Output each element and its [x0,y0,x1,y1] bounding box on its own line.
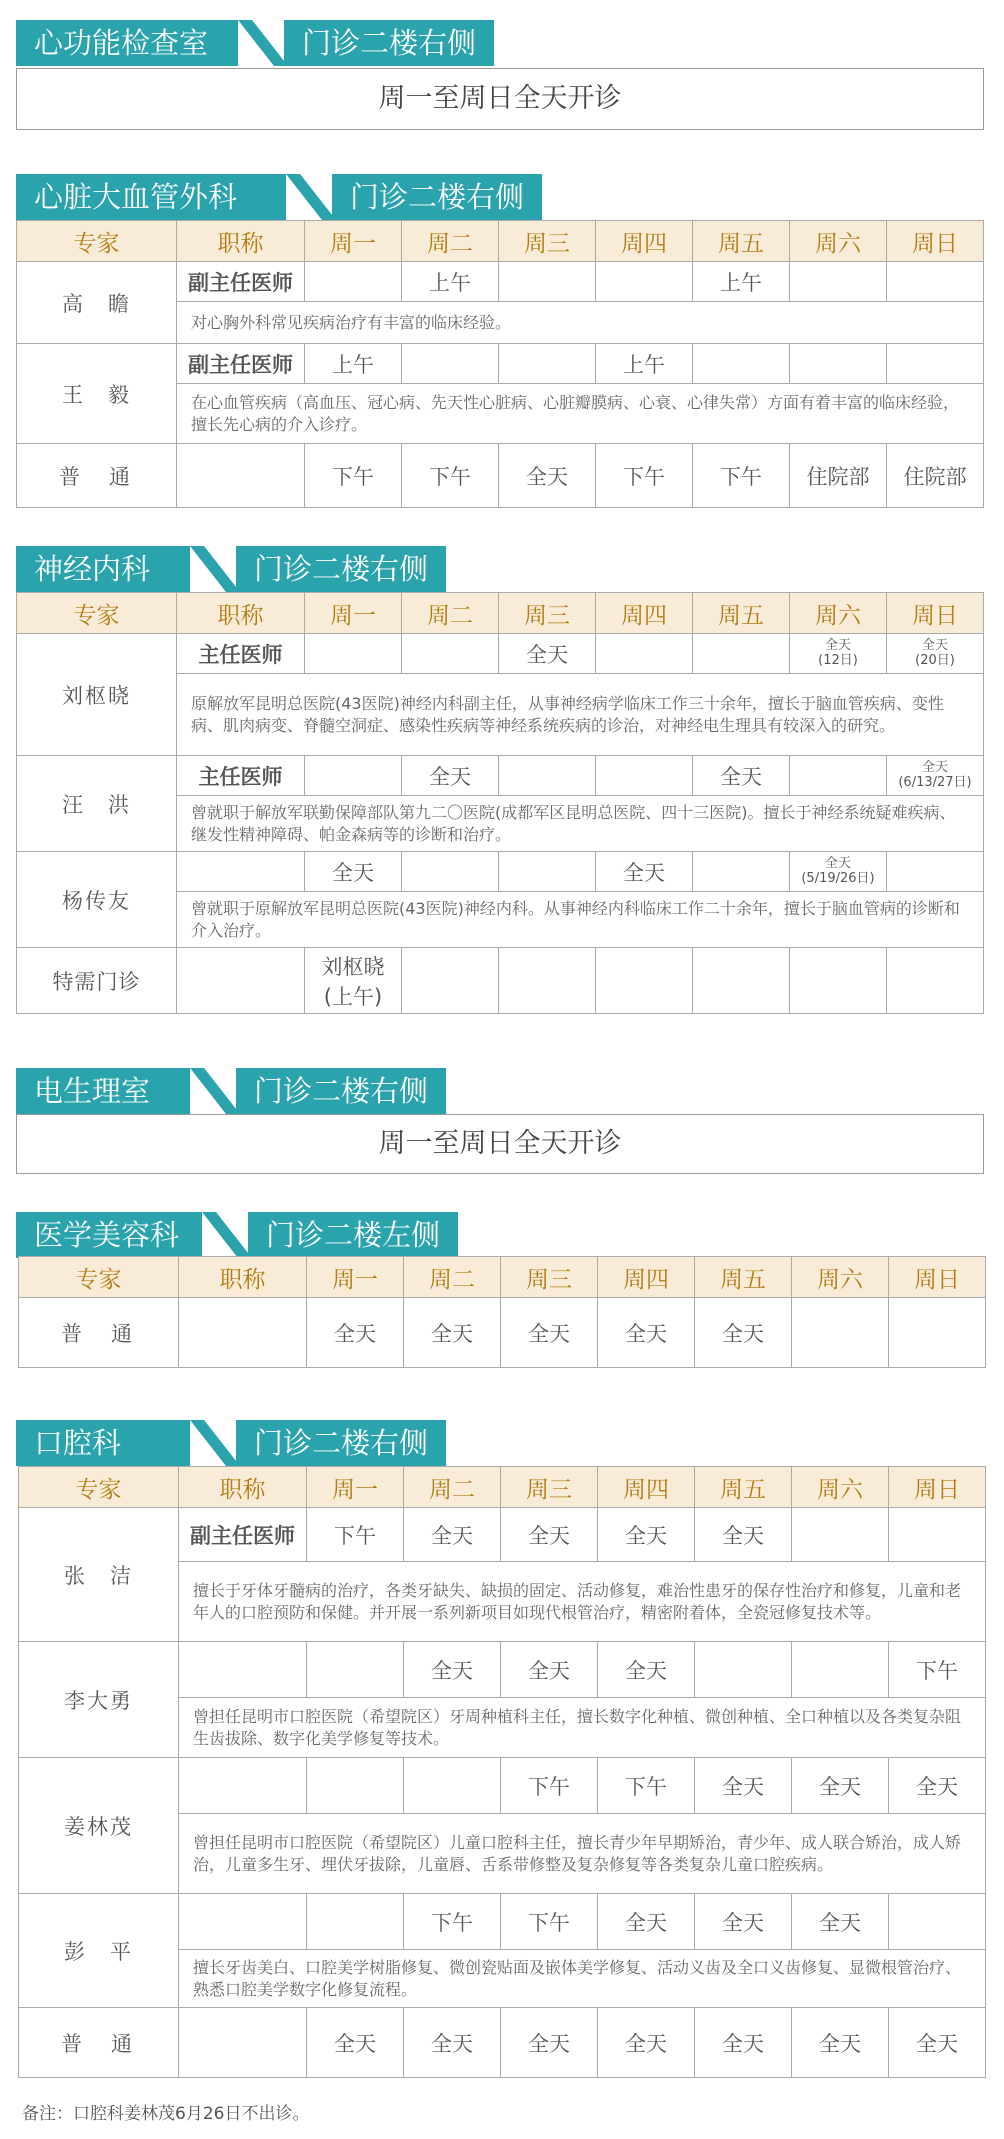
day-cell [693,344,790,384]
divider-slash-icon [190,1068,240,1114]
doctor-name: 汪 洪 [17,756,177,852]
schedule-table-aesthetics [18,1256,986,1368]
doctor-title [179,1642,307,1698]
day-cell-line: (6/13/27日) [898,774,972,790]
day-cell [790,344,887,384]
day-cell [889,1508,986,1562]
col-header: 周三 [501,1467,598,1508]
doctor-name: 张 洁 [19,1508,179,1642]
day-cell [695,1642,792,1698]
day-cell [305,756,402,796]
schedule-table-cardiac-surgery [16,220,984,508]
dept-name: 电生理室 [16,1068,190,1114]
table-header-row [17,221,984,262]
day-cell-line: (5/19/26日) [801,870,875,886]
doctor-name: 姜林茂 [19,1758,179,1894]
doctor-description: 对心胸外科常见疾病治疗有丰富的临床经验。 [177,302,984,344]
col-header: 专家 [19,1257,179,1298]
doctor-name: 刘枢晓 [17,634,177,756]
col-header: 周三 [499,593,596,634]
col-header: 周一 [305,221,402,262]
dept-location: 门诊二楼右侧 [236,1420,446,1466]
day-cell: 全天 [598,1894,695,1950]
col-header: 周三 [499,221,596,262]
dept-name: 口腔科 [16,1420,190,1466]
col-header: 周四 [598,1467,695,1508]
table-row [19,1894,986,1950]
doctor-name: 普 通 [17,444,177,508]
day-cell: 全天 [695,1508,792,1562]
day-cell: 全天 [404,2008,501,2078]
table-row [19,2008,986,2078]
day-cell [693,852,790,892]
col-header: 周二 [402,593,499,634]
day-cell: 全天 [792,2008,889,2078]
doctor-description: 曾就职于原解放军昆明总医院(43医院)神经内科。从事神经内科临床工作二十余年，擅长于脑血管病的诊断和介入治疗。 [177,892,984,948]
day-cell: 全天 [695,2008,792,2078]
day-cell [792,1642,889,1698]
day-cell-line: (20日) [915,652,955,668]
day-cell: 全天 [792,1758,889,1814]
day-cell [792,1298,889,1368]
day-cell [402,634,499,674]
day-cell [790,852,887,892]
day-cell: 全天 [501,1642,598,1698]
doctor-title: 副主任医师 [177,344,305,384]
dept-name: 心功能检查室 [16,20,238,66]
day-cell-line: (12日) [818,652,858,668]
table-row [19,1298,986,1368]
col-header: 周五 [693,593,790,634]
dept-name: 神经内科 [16,546,190,592]
day-cell: 下午 [402,444,499,508]
day-cell-line: 全天 [921,637,948,653]
doctor-name: 彭 平 [19,1894,179,2008]
doctor-title: 副主任医师 [179,1508,307,1562]
day-cell [402,852,499,892]
day-cell [693,634,790,674]
col-header: 周一 [307,1467,404,1508]
day-cell [887,852,984,892]
day-cell [499,344,596,384]
day-cell [887,634,984,674]
doctor-title [179,1894,307,1950]
col-header: 周日 [889,1257,986,1298]
col-header: 周五 [693,221,790,262]
day-cell [307,1894,404,1950]
col-header: 周六 [790,221,887,262]
day-cell [305,948,402,1014]
day-cell [790,262,887,302]
col-header: 专家 [19,1467,179,1508]
day-cell: 全天 [598,2008,695,2078]
col-header: 专家 [17,593,177,634]
day-cell: 全天 [307,1298,404,1368]
day-cell [596,262,693,302]
col-header: 职称 [177,593,305,634]
col-header: 职称 [179,1467,307,1508]
day-cell [790,634,887,674]
day-cell: 全天 [501,1298,598,1368]
col-header: 周六 [792,1257,889,1298]
col-header: 职称 [179,1257,307,1298]
dept-location: 门诊二楼右侧 [236,546,446,592]
day-cell [307,1758,404,1814]
day-cell-line: (上午) [323,984,383,1009]
dept-name: 医学美容科 [16,1212,202,1258]
table-row [19,1758,986,1814]
col-header: 周二 [404,1467,501,1508]
day-cell [887,262,984,302]
table-row [17,444,984,508]
doctor-name: 特需门诊 [17,948,177,1014]
doctor-name: 普 通 [19,1298,179,1368]
day-cell: 全天 [402,756,499,796]
doctor-description: 曾担任昆明市口腔医院（希望院区）儿童口腔科主任，擅长青少年早期矫治，青少年、成人联合矫治，成人矫治，儿童多生牙、埋伏牙拔除，儿童唇、舌系带修整及复杂修复等各类复杂儿童口腔疾病。 [179,1814,986,1894]
doctor-name: 杨传友 [17,852,177,948]
doctor-name: 普 通 [19,2008,179,2078]
day-cell: 下午 [501,1758,598,1814]
dept-location: 门诊二楼右侧 [236,1068,446,1114]
col-header: 周日 [887,221,984,262]
day-cell: 全天 [695,1894,792,1950]
day-cell: 全天 [404,1508,501,1562]
col-header: 周二 [402,221,499,262]
divider-slash-icon [190,1420,240,1466]
doctor-title [179,1758,307,1814]
col-header: 周三 [501,1257,598,1298]
doctor-title: 主任医师 [177,756,305,796]
day-cell: 全天 [695,1298,792,1368]
dept-location: 门诊二楼右侧 [284,20,494,66]
day-cell: 全天 [499,444,596,508]
divider-slash-icon [202,1212,252,1258]
day-cell [404,1758,501,1814]
col-header: 周五 [695,1257,792,1298]
day-cell [596,756,693,796]
day-cell [790,756,887,796]
doctor-description: 曾担任昆明市口腔医院（希望院区）牙周种植科主任，擅长数字化种植、微创种植、全口种植以及各类复杂阻生齿拔除、数字化美学修复等技术。 [179,1698,986,1758]
day-cell: 下午 [307,1508,404,1562]
day-cell: 住院部 [790,444,887,508]
day-cell: 全天 [792,1894,889,1950]
table-row [17,852,984,892]
col-header: 周二 [404,1257,501,1298]
day-cell [402,344,499,384]
divider-slash-icon [190,546,240,592]
day-cell: 全天 [598,1642,695,1698]
col-header: 周日 [887,593,984,634]
day-cell: 全天 [889,1758,986,1814]
doctor-title: 副主任医师 [177,262,305,302]
doctor-title [177,948,305,1014]
day-cell [889,1894,986,1950]
table-header-row [17,593,984,634]
footnote: 备注：口腔科姜林茂6月26日不出诊。 [22,2104,310,2124]
doctor-name: 高 瞻 [17,262,177,344]
day-cell: 全天 [307,2008,404,2078]
table-row [17,634,984,674]
day-cell: 上午 [305,344,402,384]
day-cell [305,634,402,674]
day-cell: 下午 [693,444,790,508]
day-cell-line: 刘枢晓 [321,954,385,979]
day-cell: 下午 [404,1894,501,1950]
day-cell: 下午 [598,1758,695,1814]
day-cell [307,1642,404,1698]
doctor-title: 主任医师 [177,634,305,674]
doctor-description: 擅长于牙体牙髓病的治疗，各类牙缺失、缺损的固定、活动修复，难治性患牙的保存性治疗和修复，儿童和老年人的口腔预防和保健。并开展一系列新项目如现代根管治疗，精密附着体，全瓷冠修复技术等。 [179,1562,986,1642]
day-cell [889,1298,986,1368]
doctor-description: 在心血管疾病（高血压、冠心病、先天性心脏病、心脏瓣膜病、心衰、心律失常）方面有着丰富的临床经验，擅长先心病的介入诊疗。 [177,384,984,444]
schedule-table-neurology [16,592,984,1014]
col-header: 专家 [17,221,177,262]
col-header: 周一 [307,1257,404,1298]
col-header: 职称 [177,221,305,262]
day-cell-line: 全天 [824,637,851,653]
schedule-table-stomatology [18,1466,986,2078]
table-row [19,1642,986,1698]
day-cell: 全天 [404,1642,501,1698]
day-cell: 全天 [501,2008,598,2078]
col-header: 周四 [596,593,693,634]
day-cell: 全天 [596,852,693,892]
day-cell [499,262,596,302]
day-cell: 全天 [889,2008,986,2078]
doctor-title [179,2008,307,2078]
dept-location: 门诊二楼右侧 [332,174,542,220]
table-row [17,948,984,1014]
day-cell: 住院部 [887,444,984,508]
col-header: 周六 [790,593,887,634]
divider-slash-icon [286,174,336,220]
col-header: 周日 [889,1467,986,1508]
day-cell: 下午 [889,1642,986,1698]
day-cell: 全天 [501,1508,598,1562]
day-cell [499,756,596,796]
doctor-name: 王 毅 [17,344,177,444]
day-cell: 全天 [499,634,596,674]
dept-location: 门诊二楼左侧 [248,1212,458,1258]
day-cell: 上午 [693,262,790,302]
day-cell [887,344,984,384]
doctor-description: 擅长牙齿美白、口腔美学树脂修复、微创瓷贴面及嵌体美学修复、活动义齿及全口义齿修复、显微根管治疗、熟悉口腔美学数字化修复流程。 [179,1950,986,2008]
table-header-row [19,1467,986,1508]
doctor-title [177,852,305,892]
col-header: 周五 [695,1467,792,1508]
day-cell [499,852,596,892]
day-cell [887,756,984,796]
table-row [19,1508,986,1562]
col-header: 周一 [305,593,402,634]
day-cell: 全天 [305,852,402,892]
day-cell: 下午 [596,444,693,508]
col-header: 周四 [596,221,693,262]
doctor-title [177,444,305,508]
doctor-description: 曾就职于解放军联勤保障部队第九二〇医院(成都军区昆明总医院、四十三医院)。擅长于神经系统疑难疾病、继发性精神障碍、帕金森病等的诊断和治疗。 [177,796,984,852]
day-cell: 全天 [598,1298,695,1368]
day-cell-line: 全天 [921,759,948,775]
table-row [17,262,984,302]
open-hours-banner: 周一至周日全天开诊 [16,1114,984,1174]
table-row [17,756,984,796]
dept-name: 心脏大血管外科 [16,174,286,220]
doctor-title [179,1298,307,1368]
day-cell: 全天 [404,1298,501,1368]
table-row [17,344,984,384]
col-header: 周四 [598,1257,695,1298]
day-cell: 全天 [693,756,790,796]
day-cell: 全天 [695,1758,792,1814]
table-header-row [19,1257,986,1298]
day-cell: 全天 [598,1508,695,1562]
day-cell: 下午 [305,444,402,508]
day-cell: 上午 [596,344,693,384]
day-cell-line: 全天 [824,855,851,871]
day-cell [305,262,402,302]
doctor-description: 原解放军昆明总医院(43医院)神经内科副主任，从事神经病学临床工作三十余年，擅长于脑血管疾病、变性病、肌肉病变、脊髓空洞症、感染性疾病等神经系统疾病的诊治，对神经电生理具有较深入的研究。 [177,674,984,756]
day-cell: 下午 [501,1894,598,1950]
doctor-name: 李大勇 [19,1642,179,1758]
open-hours-banner: 周一至周日全天开诊 [16,68,984,130]
day-cell [792,1508,889,1562]
col-header: 周六 [792,1467,889,1508]
day-cell [596,634,693,674]
divider-slash-icon [238,20,288,66]
day-cell: 上午 [402,262,499,302]
